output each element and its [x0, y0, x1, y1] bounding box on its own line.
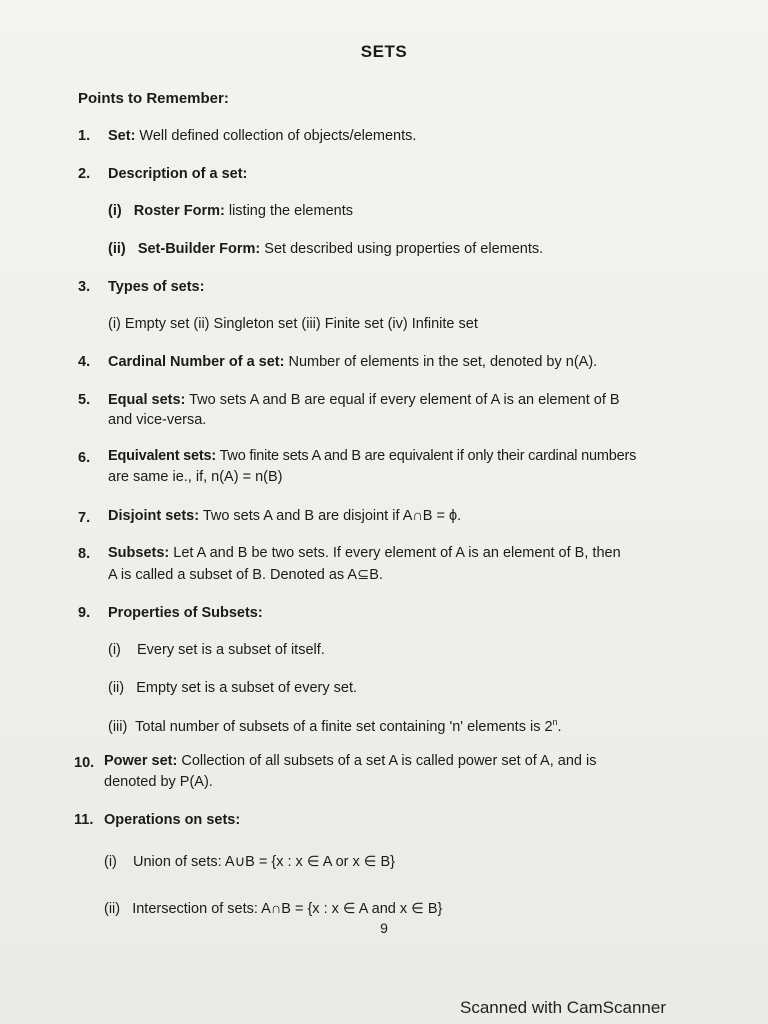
point-9-sub-1	[108, 642, 325, 658]
point-1-label: Set:	[108, 128, 136, 144]
point-6-number: 6.	[78, 450, 91, 466]
point-11-sub-1-number: (i)	[104, 854, 117, 870]
point-9-sub-3-superscript: n	[552, 717, 558, 727]
point-1-number: 1.	[78, 128, 91, 144]
point-2-sub-1-text: listing the elements	[224, 203, 353, 219]
point-9-sub-2-text: Empty set is a subset of every set.	[136, 680, 358, 696]
point-8-number: 8.	[78, 546, 91, 562]
point-11-number: 11.	[74, 812, 94, 828]
point-10-label: Power set:	[104, 753, 178, 769]
point-9-number: 9.	[78, 605, 91, 621]
point-7-number: 7.	[78, 510, 91, 526]
point-5-label: Equal sets:	[108, 392, 186, 408]
point-9-sub-3-end: .	[557, 718, 562, 735]
point-2-sub-2-text: Set described using properties of elements.	[260, 241, 544, 257]
point-3-text: (i) Empty set (ii) Singleton set (iii) Finite set (iv) Infinite set	[108, 316, 478, 332]
point-6-text-1: Two finite sets A and B are equivalent if only their cardinal numbers	[216, 448, 637, 464]
point-11-sub-2-number: (ii)	[104, 901, 121, 917]
point-11-sub-2	[104, 901, 442, 917]
point-9-sub-2-number: (ii)	[108, 680, 125, 696]
intro-heading: Points to Remember:	[78, 90, 229, 107]
point-11-sub-2-text: Intersection of sets: A∩B = {x : x ∈ A and x ∈ B}	[132, 901, 443, 917]
point-5-text-2: and vice-versa.	[108, 412, 207, 428]
point-6-label: Equivalent sets:	[108, 448, 216, 464]
point-2-sub-1-number: (i)	[108, 203, 122, 219]
point-6-line-1	[108, 448, 636, 464]
point-1	[108, 128, 416, 144]
point-10-line-1	[104, 753, 596, 769]
page-number: 9	[380, 920, 388, 936]
point-5-line-1	[108, 392, 620, 408]
point-9-sub-1-number: (i)	[108, 642, 121, 658]
point-8-text-1: Let A and B be two sets. If every element of A is an element of B, then	[169, 545, 621, 561]
point-2-sub-2-label: Set-Builder Form:	[137, 241, 261, 257]
point-9-sub-3-text: Total number of subsets of a finite set containing 'n' elements is 2	[135, 718, 553, 735]
point-2-label: Description of a set:	[108, 166, 248, 182]
point-10-number: 10.	[74, 755, 95, 771]
point-2-sub-1-label: Roster Form:	[133, 203, 225, 219]
point-7	[108, 508, 461, 524]
point-9-label: Properties of Subsets:	[108, 605, 263, 621]
point-7-text: Two sets A and B are disjoint if A∩B = ϕ.	[199, 508, 462, 524]
point-3-number: 3.	[78, 279, 91, 295]
point-4-label: Cardinal Number of a set:	[108, 354, 285, 370]
point-2-sub-1	[108, 203, 353, 219]
point-3-label: Types of sets:	[108, 279, 205, 295]
point-9-sub-3	[108, 717, 562, 735]
point-5-number: 5.	[78, 392, 91, 408]
point-4-text: Number of elements in the set, denoted by n(A).	[284, 354, 598, 370]
page-title: SETS	[360, 42, 408, 61]
point-2-sub-2	[108, 241, 543, 257]
point-4-number: 4.	[78, 354, 91, 370]
point-11-label: Operations on sets:	[104, 812, 241, 828]
point-2-sub-2-number: (ii)	[108, 241, 126, 257]
point-10-text-2: denoted by P(A).	[104, 774, 213, 790]
point-8-label: Subsets:	[108, 545, 170, 561]
point-4	[108, 354, 597, 370]
point-10-text-1: Collection of all subsets of a set A is called power set of A, and is	[177, 753, 597, 769]
point-9-sub-1-text: Every set is a subset of itself.	[137, 642, 325, 658]
scanner-watermark: Scanned with CamScanner	[460, 998, 667, 1017]
point-1-text: Well defined collection of objects/elements.	[135, 128, 417, 144]
point-2-number: 2.	[78, 166, 91, 182]
point-8-line-1	[108, 545, 621, 561]
point-6-text-2: are same ie., if, n(A) = n(B)	[108, 469, 283, 485]
point-9-sub-2	[108, 680, 357, 696]
point-5-text-1: Two sets A and B are equal if every element of A is an element of B	[185, 392, 620, 408]
point-11-sub-1-text: Union of sets: A∪B = {x : x ∈ A or x ∈ B}	[133, 854, 395, 870]
point-7-label: Disjoint sets:	[108, 508, 200, 524]
point-9-sub-3-number: (iii)	[108, 718, 128, 735]
point-8-text-2: A is called a subset of B. Denoted as A⊆B.	[108, 567, 383, 583]
point-11-sub-1	[104, 854, 395, 870]
